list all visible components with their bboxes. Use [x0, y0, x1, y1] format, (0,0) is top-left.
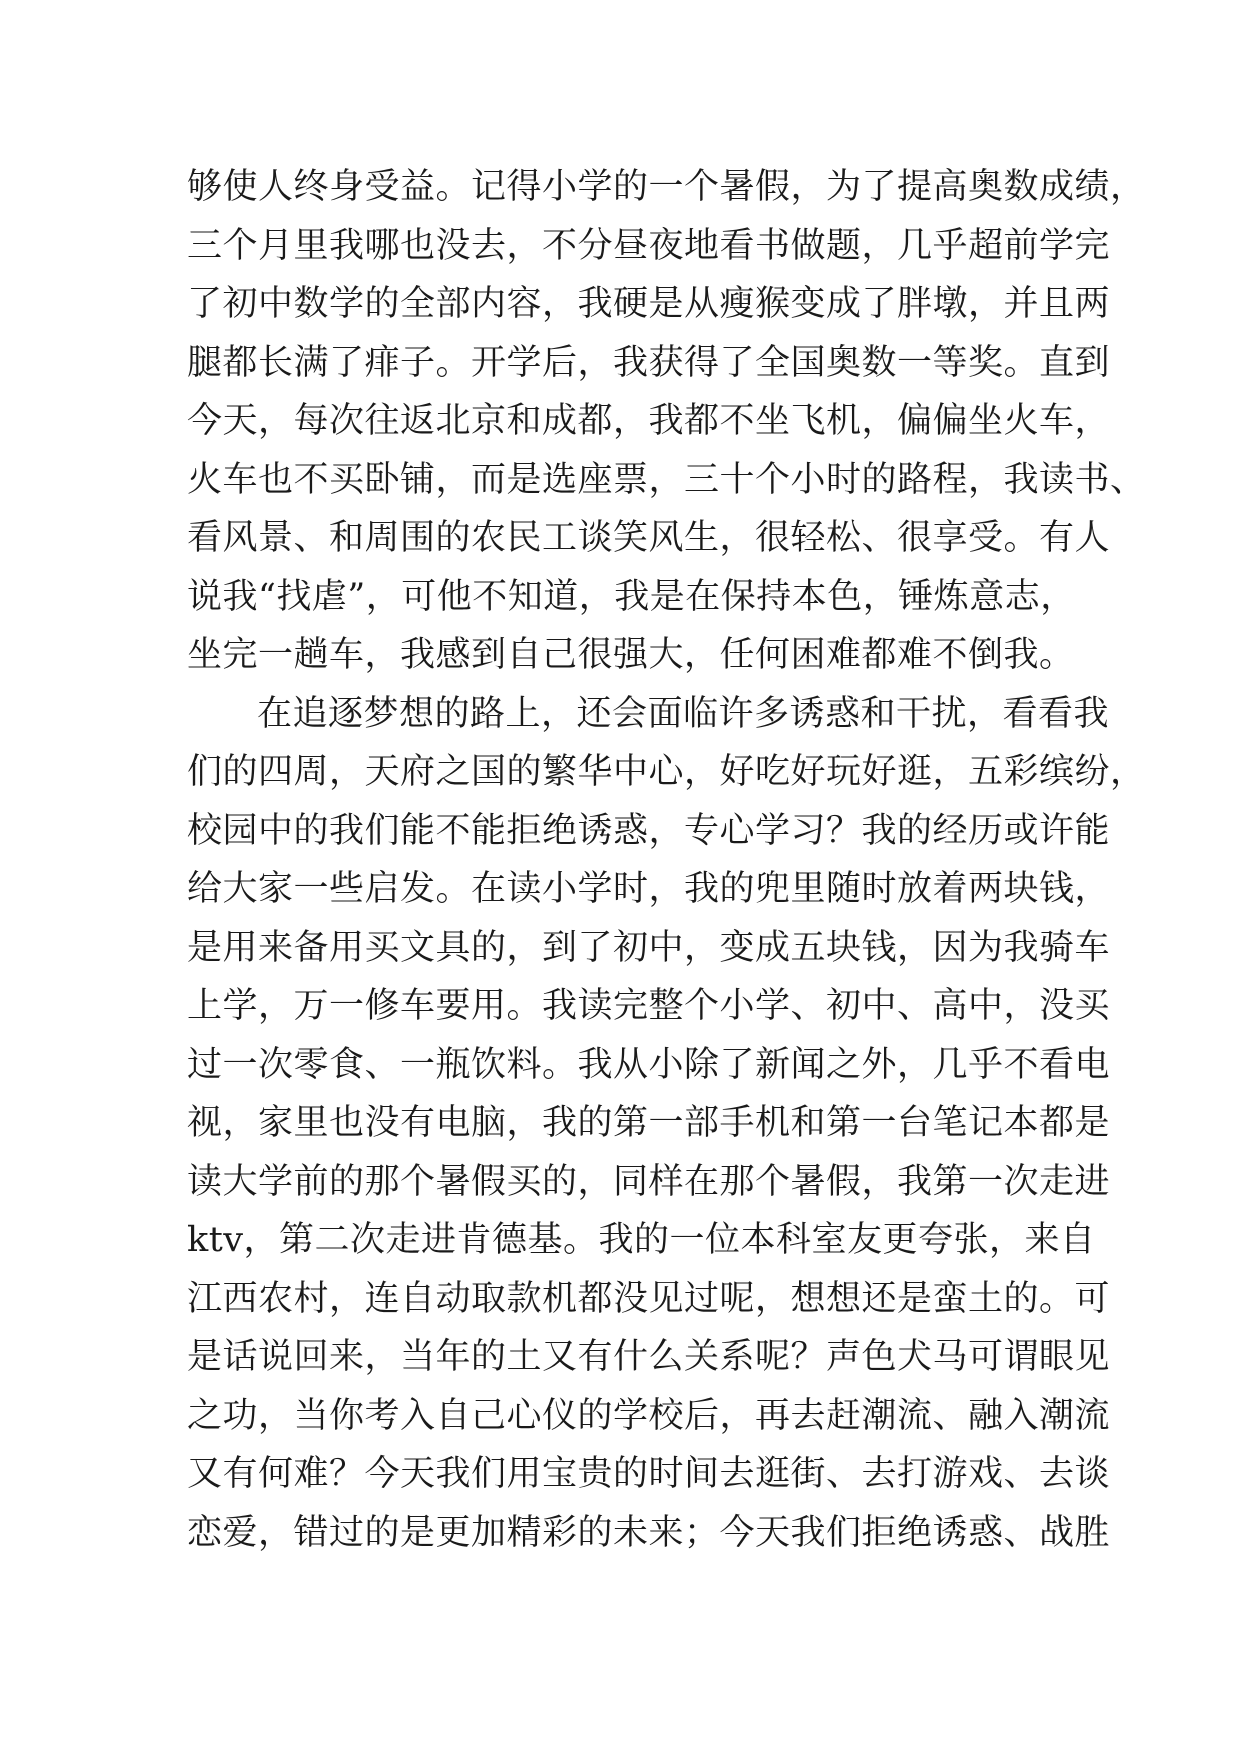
- text-line: 视，家里也没有电脑，我的第一部手机和第一台笔记本都是: [187, 1103, 1111, 1143]
- text-line: 够使人终身受益。记得小学的一个暑假，为了提高奥数成绩，: [187, 167, 1146, 207]
- body-text: [187, 158, 1146, 1562]
- text-line: 过一次零食、一瓶饮料。我从小除了新闻之外，几乎不看电: [187, 1044, 1111, 1085]
- text-line: 腿都长满了痱子。开学后，我获得了全国奥数一等奖。直到: [187, 342, 1111, 383]
- text-line: 读大学前的那个暑假买的，同样在那个暑假，我第一次走进: [187, 1161, 1111, 1202]
- text-line: 三个月里我哪也没去，不分昼夜地看书做题，几乎超前学完: [187, 225, 1111, 266]
- text-line: 看风景、和周围的农民工谈笑风生，很轻松、很享受。有人: [187, 518, 1111, 558]
- text-line: 是话说回来，当年的土又有什么关系呢？声色犬马可谓眼见: [187, 1337, 1111, 1377]
- text-line: 了初中数学的全部内容，我硬是从瘦猴变成了胖墩，并且两: [187, 284, 1111, 324]
- text-line: 火车也不买卧铺，而是选座票，三十个小时的路程，我读书、: [187, 459, 1146, 500]
- text-line: 今天，每次往返北京和成都，我都不坐飞机，偏偏坐火车，: [187, 401, 1111, 441]
- text-line: 上学，万一修车要用。我读完整个小学、初中、高中，没买: [187, 986, 1111, 1026]
- text-line: 之功，当你考入自己心仪的学校后，再去赶潮流、融入潮流: [187, 1395, 1111, 1436]
- text-line: 校园中的我们能不能拒绝诱惑，专心学习？我的经历或许能: [187, 810, 1111, 851]
- text-line: 是用来备用买文具的，到了初中，变成五块钱，因为我骑车: [187, 927, 1111, 968]
- paragraph-end-line: 坐完一趟车，我感到自己很强大，任何困难都难不倒我。: [187, 635, 1075, 675]
- text-line: 江西农村，连自动取款机都没见过呢，想想还是蛮土的。可: [187, 1278, 1111, 1319]
- text-line: ktv，第二次走进肯德基。我的一位本科室友更夸张，来自: [187, 1220, 1096, 1260]
- paragraph-start-line: 在追逐梦想的路上，还会面临许多诱惑和干扰，看看我: [257, 693, 1110, 734]
- text-line: 又有何难？今天我们用宝贵的时间去逛街、去打游戏、去谈: [187, 1454, 1111, 1494]
- text-line: 说我“找虐”，可他不知道，我是在保持本色，锤炼意志，: [187, 576, 1076, 617]
- text-line: 恋爱，错过的是更加精彩的未来；今天我们拒绝诱惑、战胜: [187, 1512, 1111, 1553]
- text-line: 们的四周，天府之国的繁华中心，好吃好玩好逛，五彩缤纷，: [187, 752, 1146, 792]
- text-line: 给大家一些启发。在读小学时，我的兜里随时放着两块钱，: [187, 869, 1111, 909]
